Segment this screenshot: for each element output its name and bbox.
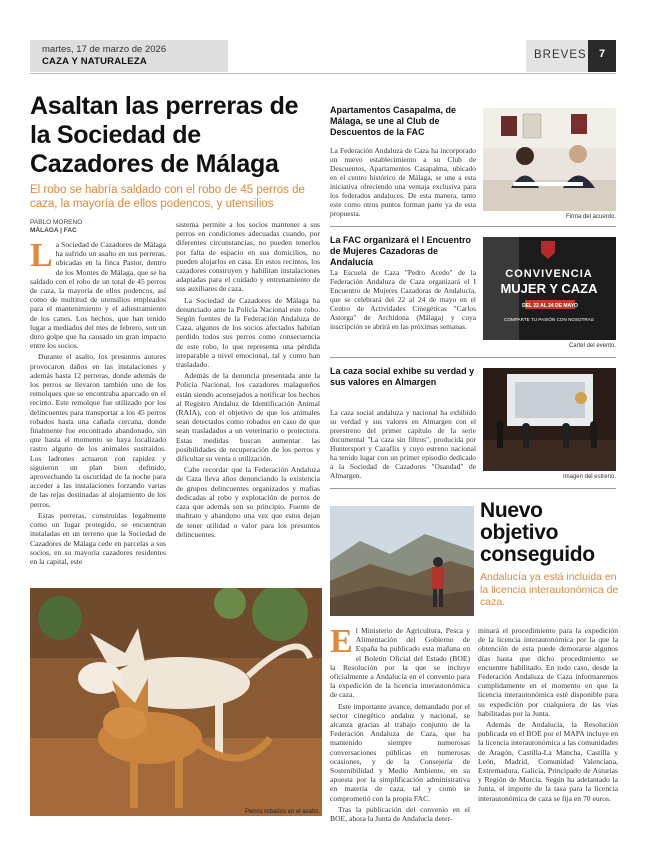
premiere-stage-photo <box>483 368 616 471</box>
dogs-photo <box>30 588 322 816</box>
paragraph: Estas perreras, construidas legalmente como un lugar protegido, se encuentran instaladas en un terreno que la Sociedad de Cazadores de Málaga cede en parcelas a sus socios, en su mayoría cazadores residentes en la capital, este <box>30 510 166 566</box>
brief-3-body: La caza social andaluza y nacional ha exhibido su verdad y sus valores en Almargen con el preestreno del primer capítulo de la serie documental "La caza sin filtros", producida por Huntersport y Cazaflix y cuyo estreno nacional ha tenido lugar con un primer episodio dedicado a la Sociedad de Cazadores "Osandad" de Almargen. <box>330 408 476 480</box>
main-subtitle: El robo se habría saldado con el robo de 45 perros de caza, la mayoría de ellos podencos, y utensilios <box>30 184 305 210</box>
paragraph: La Sociedad de Cazadores de Málaga ha sufrido un asalto en sus perreras, ubicadas en la finca Pastor, dentro de los Montes de Málaga, que se ha saldado con el robo de un total de 45 perros de caza, la mayoría de ellos podencos, así como de multitud de utensilios empleados para el mantenimiento y el adiestramiento de los canes. Los hechos, que han tenido lugar a mediados del mes de febrero, son un duro golpe que ha causado un gran impacto entre los socios. <box>30 240 166 351</box>
header-breves: BREVES <box>534 49 587 61</box>
brief-4-column-c <box>330 626 470 826</box>
paragraph: Además de Andalucía, la Resolución publicada en el BOE por el MAPA incluye en la licencia interautonómica a las comunidades de Aragón, Castilla-La Mancha, Castilla y León, Madrid, Comunidad Valenciana, Extremadura, Galicia, Principado de Asturias y Región de Murcia. Según ha adelantado la Junta, el importe de la tasa para la licencia interautonómica de caza se fija en 70 euros. <box>478 720 618 803</box>
dropcap: E <box>330 626 353 660</box>
poster-tagline: COMPARTE TU PASIÓN CON NOSOTRAS <box>504 317 594 322</box>
brief-divider <box>330 488 616 489</box>
brief-1-title: Apartamentos Casapalma, de Málaga, se une al Club de Descuentos de la FAC <box>330 105 457 137</box>
brief-2-title: La FAC organizará el I Encuentro de Mujeres Cazadoras de Andalucía <box>330 235 472 267</box>
page-number: 7 <box>598 48 606 60</box>
brief-2-body: La Escuela de Caza "Pedro Acedo" de la Federación Andaluza de Caza organizará el I Encuentro de Mujeres Cazadoras de Andalucía, que se celebrará del 22 al 24 de mayo en el Centro de Actividades Cinegéticas "Carlos Astorga" de Archidona (Málaga) y cuya inscripción se abrirá en las próximas semanas. <box>330 268 476 331</box>
agreement-signing-photo <box>483 108 616 211</box>
brief-1-caption: Firma del acuerdo. <box>565 214 616 220</box>
brief-4-subtitle: Andalucía ya está incluida en la licencia interautonómica de caza. <box>480 571 619 608</box>
brief-2-caption: Cartel del evento. <box>568 343 616 349</box>
paragraph: minará el procedimiento para la expedición de la licencia interautonómica por la que la obtención de esta puede demorarse algunos días hasta que dicho procedimiento se encuentre habilitado. En todo caso, desde la Federación Andaluza de Caza informaremos cumplidamente en el momento en que la licencia interautonómica esté disponible para su expedición por cualquiera de las vías habilitadas por la Junta. <box>478 626 618 718</box>
brief-3-title: La caza social exhibe su verdad y sus valores en Almargen <box>330 366 475 387</box>
main-article-column-b <box>176 220 320 582</box>
brief-1-body: La Federación Andaluza de Caza ha incorporado un nuevo establecimiento a su Club de Descuentos, Apartamentos Casapalma, ubicado en el centro histórico de Málaga, se une a esta iniciativa ofreciendo una ventaja exclusiva para los federados andaluces. De esta manera, tanto este como otros puntos forman parte ya de esta propuesta. <box>330 146 476 218</box>
paragraph: Además de la denuncia presentada ante la Policía Nacional, los cazadores malagueños están siendo aconsejados a notificar los hechos al Registro Andaluz de Identificación Animal (RAIA), con el objetivo de que los animales sean detectados como robados en caso de que sean trasladados a un veterinario o protectora. Estas medidas buscan aumentar las posibilidades de recuperación de los perros y dificultar su venta o utilización. <box>176 371 320 464</box>
paragraph: sistema permite a los socios mantener a sus perros en condiciones adecuadas cuando, por diferentes circunstancias, no pueden tenerlos por falta de espacio en sus domicilios, no pueden alojarlos en casa. En estos recintos, los cazadores construyen y habilitan instalaciones adaptadas para el cuidado y entrenamiento de sus auxiliares de caza. <box>176 220 320 294</box>
paragraph: Tras la publicación del convenio en el BOE, ahora la Junta de Andalucía deter- <box>330 804 470 824</box>
byline-location: MÁLAGA | FAC <box>30 227 77 234</box>
brief-4-column-d <box>478 626 618 826</box>
paragraph: La Sociedad de Cazadores de Málaga ha denunciado ante la Policía Nacional este robo. Según fuentes de la Federación Andaluza de Caza, algunos de los socios afectados habrían perdido todos sus perros como consecuencia de este robo, lo que representa una pérdida irreparable a nivel emocional, tal y como han trasladado. <box>176 295 320 370</box>
brief-3-caption: Imagen del estreno. <box>562 474 616 480</box>
poster-line-2: MUJER Y CAZA <box>500 281 598 296</box>
brief-divider <box>330 357 616 358</box>
byline-author: PABLO MORENO <box>30 219 83 226</box>
paragraph: Cabe recordar que la Federación Andaluza de Caza lleva años denunciando la existencia de grupos delincuentes organizados y mafias dedicadas al robo y explotación de perros de caza que además son su principio. Fuente de maltrato y abandono una vez que estos dejan de tener utilidad o valor para los presuntos delincuentes. <box>176 465 320 539</box>
dogs-photo-caption: Perros robados en el asalto. <box>244 809 320 815</box>
paragraph: Este importante avance, demandado por el sector cinegético andaluz y nacional, se alcanza gracias al trabajo conjunto de la Federación Andaluza de Caza, que ha mantenido siempre numerosas conversaciones públicas en numerosas ocasiones, y de la Consejería de Sostenibilidad y Medio Ambiente, en su apuesta por la simplificación administrativa en materia de caza, tal y como se comprometió con la propia FAC. <box>330 701 470 803</box>
hunter-mountain-photo <box>330 506 474 616</box>
event-poster <box>483 237 616 340</box>
poster-line-1: CONVIVENCIA <box>505 268 593 280</box>
header-section: CAZA Y NATURALEZA <box>42 56 147 67</box>
brief-divider <box>330 226 616 227</box>
main-article-column-a <box>30 240 166 586</box>
poster-dates: DEL 22 AL 24 DE MAYO <box>522 303 578 309</box>
dropcap: L <box>30 240 53 274</box>
main-headline: Asaltan las perreras de la Sociedad de Cazadores de Málaga <box>30 92 299 178</box>
paragraph: El Ministerio de Agricultura, Pesca y Alimentación del Gobierno de España ha publicado esta mañana en el Boletín Oficial del Estado (BOE) la Resolución por la que se incluye oficialmente a Andalucía en el convenio para la expedición de la licencia interautonómica de caza. <box>330 626 470 700</box>
paragraph: Durante el asalto, los presuntos autores provocaron daños en las instalaciones y además hasta 12 perreras, donde además de los perros se llevaron también uno de los remolques que se encontraba aparcado en el recinto. Este remolque fue utilizado por los delincuentes para transportar a los 45 perros robados hasta una cañada cercana, donde finalmente fue encontrado abandonado, sin que hasta el momento se haya localizado rastro alguno de los animales sustraídos. Los ladrones actuaron con rapidez y siguieron un plan bien definido, aprovechando la oscuridad de la noche para acceder a las instalaciones forzando varias de las rejas destinadas al alojamiento de los perros. <box>30 352 166 509</box>
header-rule <box>30 73 616 74</box>
header-date: martes, 17 de marzo de 2026 <box>42 44 167 55</box>
brief-4-headline: Nuevo objetivo conseguido <box>480 499 595 566</box>
